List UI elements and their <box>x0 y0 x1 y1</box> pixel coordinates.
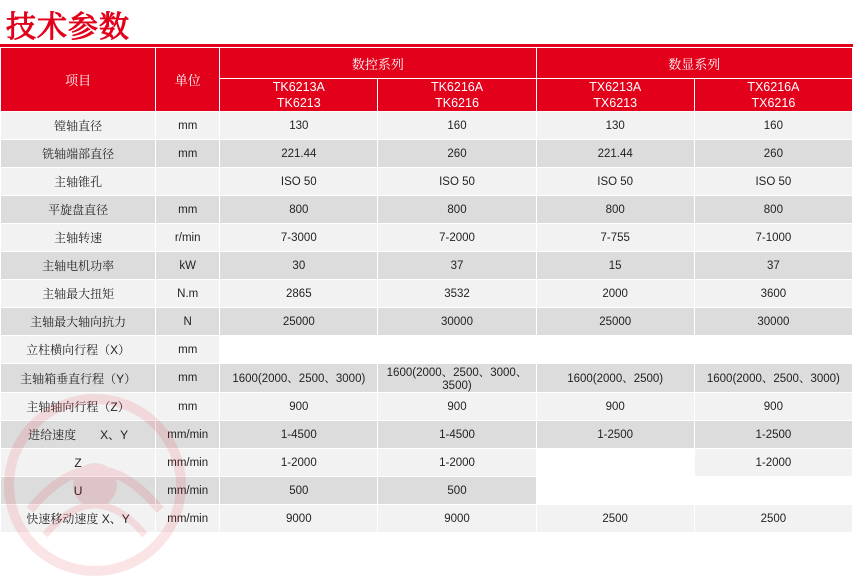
row-value: ISO 50 <box>378 168 536 196</box>
row-label: 主轴箱垂直行程（Y） <box>1 364 156 393</box>
row-value: 221.44 <box>536 140 694 168</box>
row-value: ISO 50 <box>220 168 378 196</box>
header-model-4-line1: TX6216A <box>747 80 800 94</box>
row-unit: N.m <box>156 280 220 308</box>
row-value: 900 <box>536 393 694 421</box>
row-value: 9000 <box>378 505 536 533</box>
header-group-dro: 数显系列 <box>536 48 852 79</box>
row-label: 主轴锥孔 <box>1 168 156 196</box>
table-row <box>1 421 853 449</box>
row-unit: mm <box>156 393 220 421</box>
table-row <box>1 336 853 364</box>
row-label: Z <box>1 449 156 477</box>
row-value <box>536 336 694 364</box>
row-value: 900 <box>378 393 536 421</box>
row-value: 1-2500 <box>694 421 852 449</box>
table-row <box>1 364 853 393</box>
header-model-3-line2: TX6213 <box>593 96 638 110</box>
table-row <box>1 112 853 140</box>
row-value <box>378 336 536 364</box>
row-unit: kW <box>156 252 220 280</box>
row-value: 2500 <box>536 505 694 533</box>
table-row <box>1 477 853 505</box>
row-value: 1600(2000、2500) <box>536 364 694 393</box>
row-value: 7-755 <box>536 224 694 252</box>
row-value <box>220 336 378 364</box>
table-row <box>1 393 853 421</box>
page-title: 技术参数 <box>6 11 130 44</box>
row-value: 2500 <box>694 505 852 533</box>
table-row <box>1 252 853 280</box>
row-value: 260 <box>378 140 536 168</box>
row-label: U <box>1 477 156 505</box>
row-value <box>536 449 694 477</box>
row-value: 160 <box>694 112 852 140</box>
header-model-1-line1: TK6213A <box>272 80 325 94</box>
header-model-2 <box>378 79 536 112</box>
row-label: 镗轴直径 <box>1 112 156 140</box>
specs-table <box>0 47 853 533</box>
table-row <box>1 196 853 224</box>
row-value: 9000 <box>220 505 378 533</box>
row-value: 260 <box>694 140 852 168</box>
row-value: 800 <box>378 196 536 224</box>
row-unit: r/min <box>156 224 220 252</box>
row-unit: mm/min <box>156 449 220 477</box>
row-value: 30 <box>220 252 378 280</box>
row-unit <box>156 168 220 196</box>
row-value: 7-2000 <box>378 224 536 252</box>
row-value: 25000 <box>220 308 378 336</box>
row-value: ISO 50 <box>536 168 694 196</box>
row-value: 1-2000 <box>378 449 536 477</box>
table-row <box>1 308 853 336</box>
row-value: ISO 50 <box>694 168 852 196</box>
row-label: 快速移动速度 X、Y <box>1 505 156 533</box>
row-value: 221.44 <box>220 140 378 168</box>
row-value <box>694 477 852 505</box>
row-value: 25000 <box>536 308 694 336</box>
row-label: 平旋盘直径 <box>1 196 156 224</box>
row-value: 800 <box>220 196 378 224</box>
row-value: 7-1000 <box>694 224 852 252</box>
row-value: 1600(2000、2500、3000) <box>220 364 378 393</box>
header-model-1-line2: TK6213 <box>276 96 321 110</box>
row-value: 1-4500 <box>220 421 378 449</box>
row-label: 主轴电机功率 <box>1 252 156 280</box>
row-value: 1-2000 <box>220 449 378 477</box>
row-label: 主轴转速 <box>1 224 156 252</box>
header-model-4-line2: TX6216 <box>751 96 796 110</box>
row-value: 15 <box>536 252 694 280</box>
row-value: 160 <box>378 112 536 140</box>
header-model-4 <box>694 79 852 112</box>
row-value: 500 <box>378 477 536 505</box>
row-value: 3532 <box>378 280 536 308</box>
table-row <box>1 505 853 533</box>
row-unit: mm/min <box>156 477 220 505</box>
row-value: 1-4500 <box>378 421 536 449</box>
table-row <box>1 140 853 168</box>
header-model-3 <box>536 79 694 112</box>
row-value: 500 <box>220 477 378 505</box>
header-group-row <box>1 48 853 79</box>
row-unit: mm/min <box>156 421 220 449</box>
row-value: 2865 <box>220 280 378 308</box>
row-value: 30000 <box>694 308 852 336</box>
row-value: 3600 <box>694 280 852 308</box>
row-value: 130 <box>220 112 378 140</box>
table-row <box>1 224 853 252</box>
row-value <box>536 477 694 505</box>
row-value: 37 <box>694 252 852 280</box>
header-model-2-line2: TK6216 <box>435 96 479 110</box>
row-value: 2000 <box>536 280 694 308</box>
row-value: 30000 <box>378 308 536 336</box>
row-unit: mm <box>156 196 220 224</box>
row-value: 7-3000 <box>220 224 378 252</box>
row-unit: N <box>156 308 220 336</box>
header-model-2-line1: TK6216A <box>430 80 484 94</box>
row-value: 1600(2000、2500、3000) <box>694 364 852 393</box>
row-value: 900 <box>220 393 378 421</box>
row-unit: mm/min <box>156 505 220 533</box>
row-unit: mm <box>156 140 220 168</box>
row-value: 900 <box>694 393 852 421</box>
row-value: 1-2000 <box>694 449 852 477</box>
row-label: 主轴最大轴向抗力 <box>1 308 156 336</box>
table-row <box>1 449 853 477</box>
row-label: 立柱横向行程（X） <box>1 336 156 364</box>
row-value: 800 <box>536 196 694 224</box>
row-unit: mm <box>156 336 220 364</box>
row-label: 进给速度 X、Y <box>1 421 156 449</box>
row-value: 1-2500 <box>536 421 694 449</box>
row-unit: mm <box>156 112 220 140</box>
table-row <box>1 168 853 196</box>
header-model-1 <box>220 79 378 112</box>
row-value: 130 <box>536 112 694 140</box>
table-row <box>1 280 853 308</box>
table-header <box>1 48 853 112</box>
row-value: 1600(2000、2500、3000、3500) <box>378 364 536 393</box>
row-label: 铣轴端部直径 <box>1 140 156 168</box>
header-model-3-line1: TX6213A <box>589 80 642 94</box>
row-label: 主轴最大扭矩 <box>1 280 156 308</box>
row-label: 主轴轴向行程（Z） <box>1 393 156 421</box>
row-value: 37 <box>378 252 536 280</box>
header-group-cnc: 数控系列 <box>220 48 536 79</box>
row-value <box>694 336 852 364</box>
row-value: 800 <box>694 196 852 224</box>
header-item: 项目 <box>1 48 156 112</box>
table-body <box>1 112 853 533</box>
header-unit: 单位 <box>156 48 220 112</box>
row-unit: mm <box>156 364 220 393</box>
